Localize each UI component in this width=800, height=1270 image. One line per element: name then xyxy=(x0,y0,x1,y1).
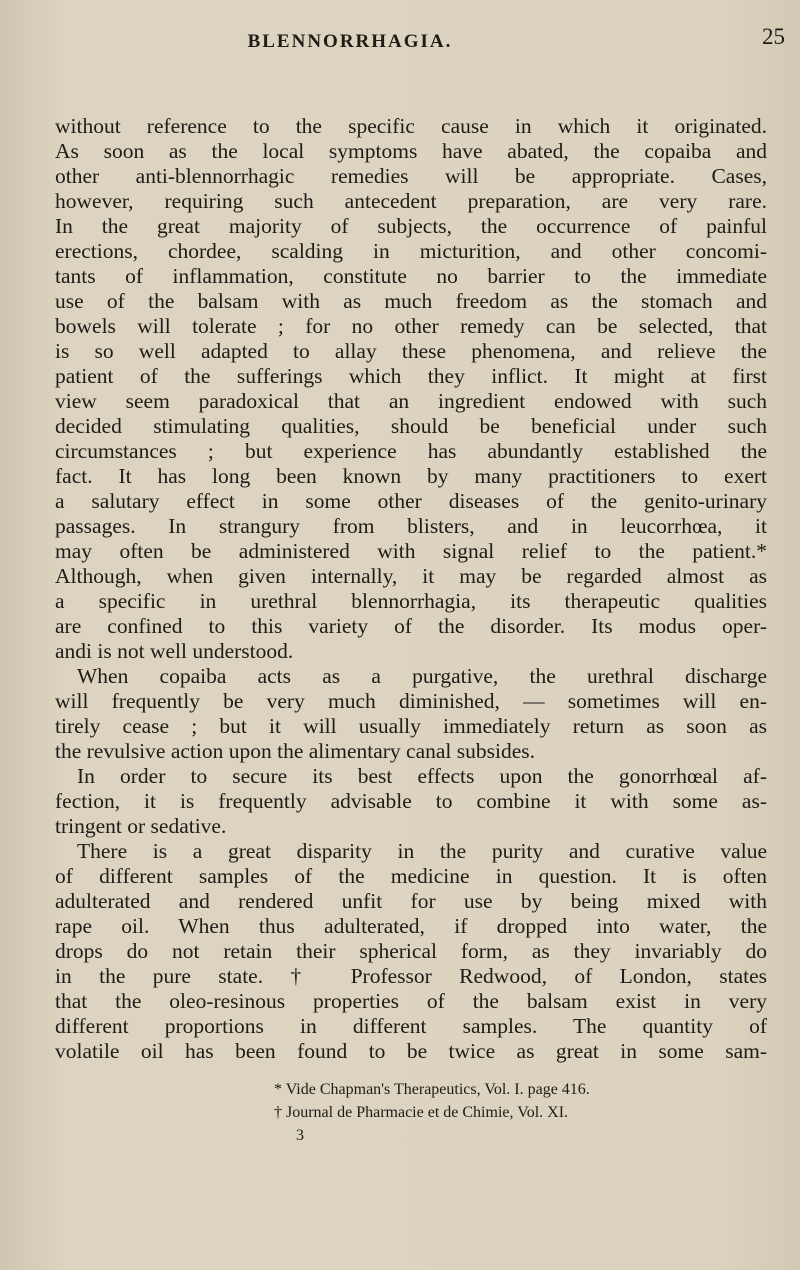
text-line: patient of the sufferings which they inflict. It might at first xyxy=(55,364,767,388)
text-line: As soon as the local symptoms have abated, the copaiba and xyxy=(55,139,767,163)
text-line: different proportions in different samples. The quantity of xyxy=(55,1014,767,1038)
running-title: BLENNORRHAGIA. xyxy=(247,31,453,52)
text-line: volatile oil has been found to be twice as great in some sam- xyxy=(55,1039,767,1063)
text-line: a specific in urethral blennorrhagia, its therapeutic qualities xyxy=(55,589,767,613)
text-line: bowels will tolerate ; for no other remedy can be selected, that xyxy=(55,314,767,338)
text-line: There is a great disparity in the purity and curative value xyxy=(77,839,767,863)
text-line: Although, when given internally, it may be regarded almost as xyxy=(55,564,767,588)
footnote-1: * Vide Chapman's Therapeutics, Vol. I. page 416. xyxy=(274,1081,590,1098)
text-line: circumstances ; but experience has abundantly established the xyxy=(55,439,767,463)
text-line: drops do not retain their spherical form, as they invariably do xyxy=(55,939,767,963)
text-line: rape oil. When thus adulterated, if dropped into water, the xyxy=(55,914,767,938)
text-line: may often be administered with signal relief to the patient.* xyxy=(55,539,767,563)
text-line: is so well adapted to allay these phenomena, and relieve the xyxy=(55,339,767,363)
text-line: however, requiring such antecedent preparation, are very rare. xyxy=(55,189,767,213)
page-number: 25 xyxy=(762,24,785,49)
text-line: of different samples of the medicine in question. It is often xyxy=(55,864,767,888)
footnote-2: † Journal de Pharmacie et de Chimie, Vol. XI. xyxy=(274,1104,569,1121)
text-line: a salutary effect in some other diseases of the genito-urinary xyxy=(55,489,767,513)
text-line: passages. In strangury from blisters, and in leucorrhœa, it xyxy=(55,514,767,538)
text-line: view seem paradoxical that an ingredient endowed with such xyxy=(55,389,767,413)
text-line: andi is not well understood. xyxy=(55,639,294,663)
text-line: the revulsive action upon the alimentary canal subsides. xyxy=(55,739,536,763)
text-line: When copaiba acts as a purgative, the urethral discharge xyxy=(77,664,767,688)
text-line: that the oleo-resinous properties of the balsam exist in very xyxy=(55,989,767,1013)
text-line: tants of inflammation, constitute no barrier to the immediate xyxy=(55,264,767,288)
text-line: fection, it is frequently advisable to combine it with some as- xyxy=(55,789,767,813)
text-line: In the great majority of subjects, the occurrence of painful xyxy=(55,214,767,238)
text-line: in the pure state. † Professor Redwood, of London, states xyxy=(55,964,767,988)
text-line: are confined to this variety of the disorder. Its modus oper- xyxy=(55,614,767,638)
text-line: In order to secure its best effects upon the gonorrhœal af- xyxy=(77,764,767,788)
text-line: erections, chordee, scalding in micturition, and other concomi- xyxy=(55,239,767,263)
signature-mark: 3 xyxy=(296,1127,304,1144)
text-line: use of the balsam with as much freedom as the stomach and xyxy=(55,289,767,313)
text-line: other anti-blennorrhagic remedies will be appropriate. Cases, xyxy=(55,164,767,188)
text-line: decided stimulating qualities, should be beneficial under such xyxy=(55,414,767,438)
text-line: without reference to the specific cause in which it originated. xyxy=(55,114,767,138)
body-text xyxy=(55,114,767,1064)
text-line: tringent or sedative. xyxy=(55,814,227,838)
text-line: tirely cease ; but it will usually immediately return as soon as xyxy=(55,714,767,738)
text-line: fact. It has long been known by many practitioners to exert xyxy=(55,464,767,488)
text-line: adulterated and rendered unfit for use by being mixed with xyxy=(55,889,767,913)
text-line: will frequently be very much diminished, — sometimes will en- xyxy=(55,689,767,713)
